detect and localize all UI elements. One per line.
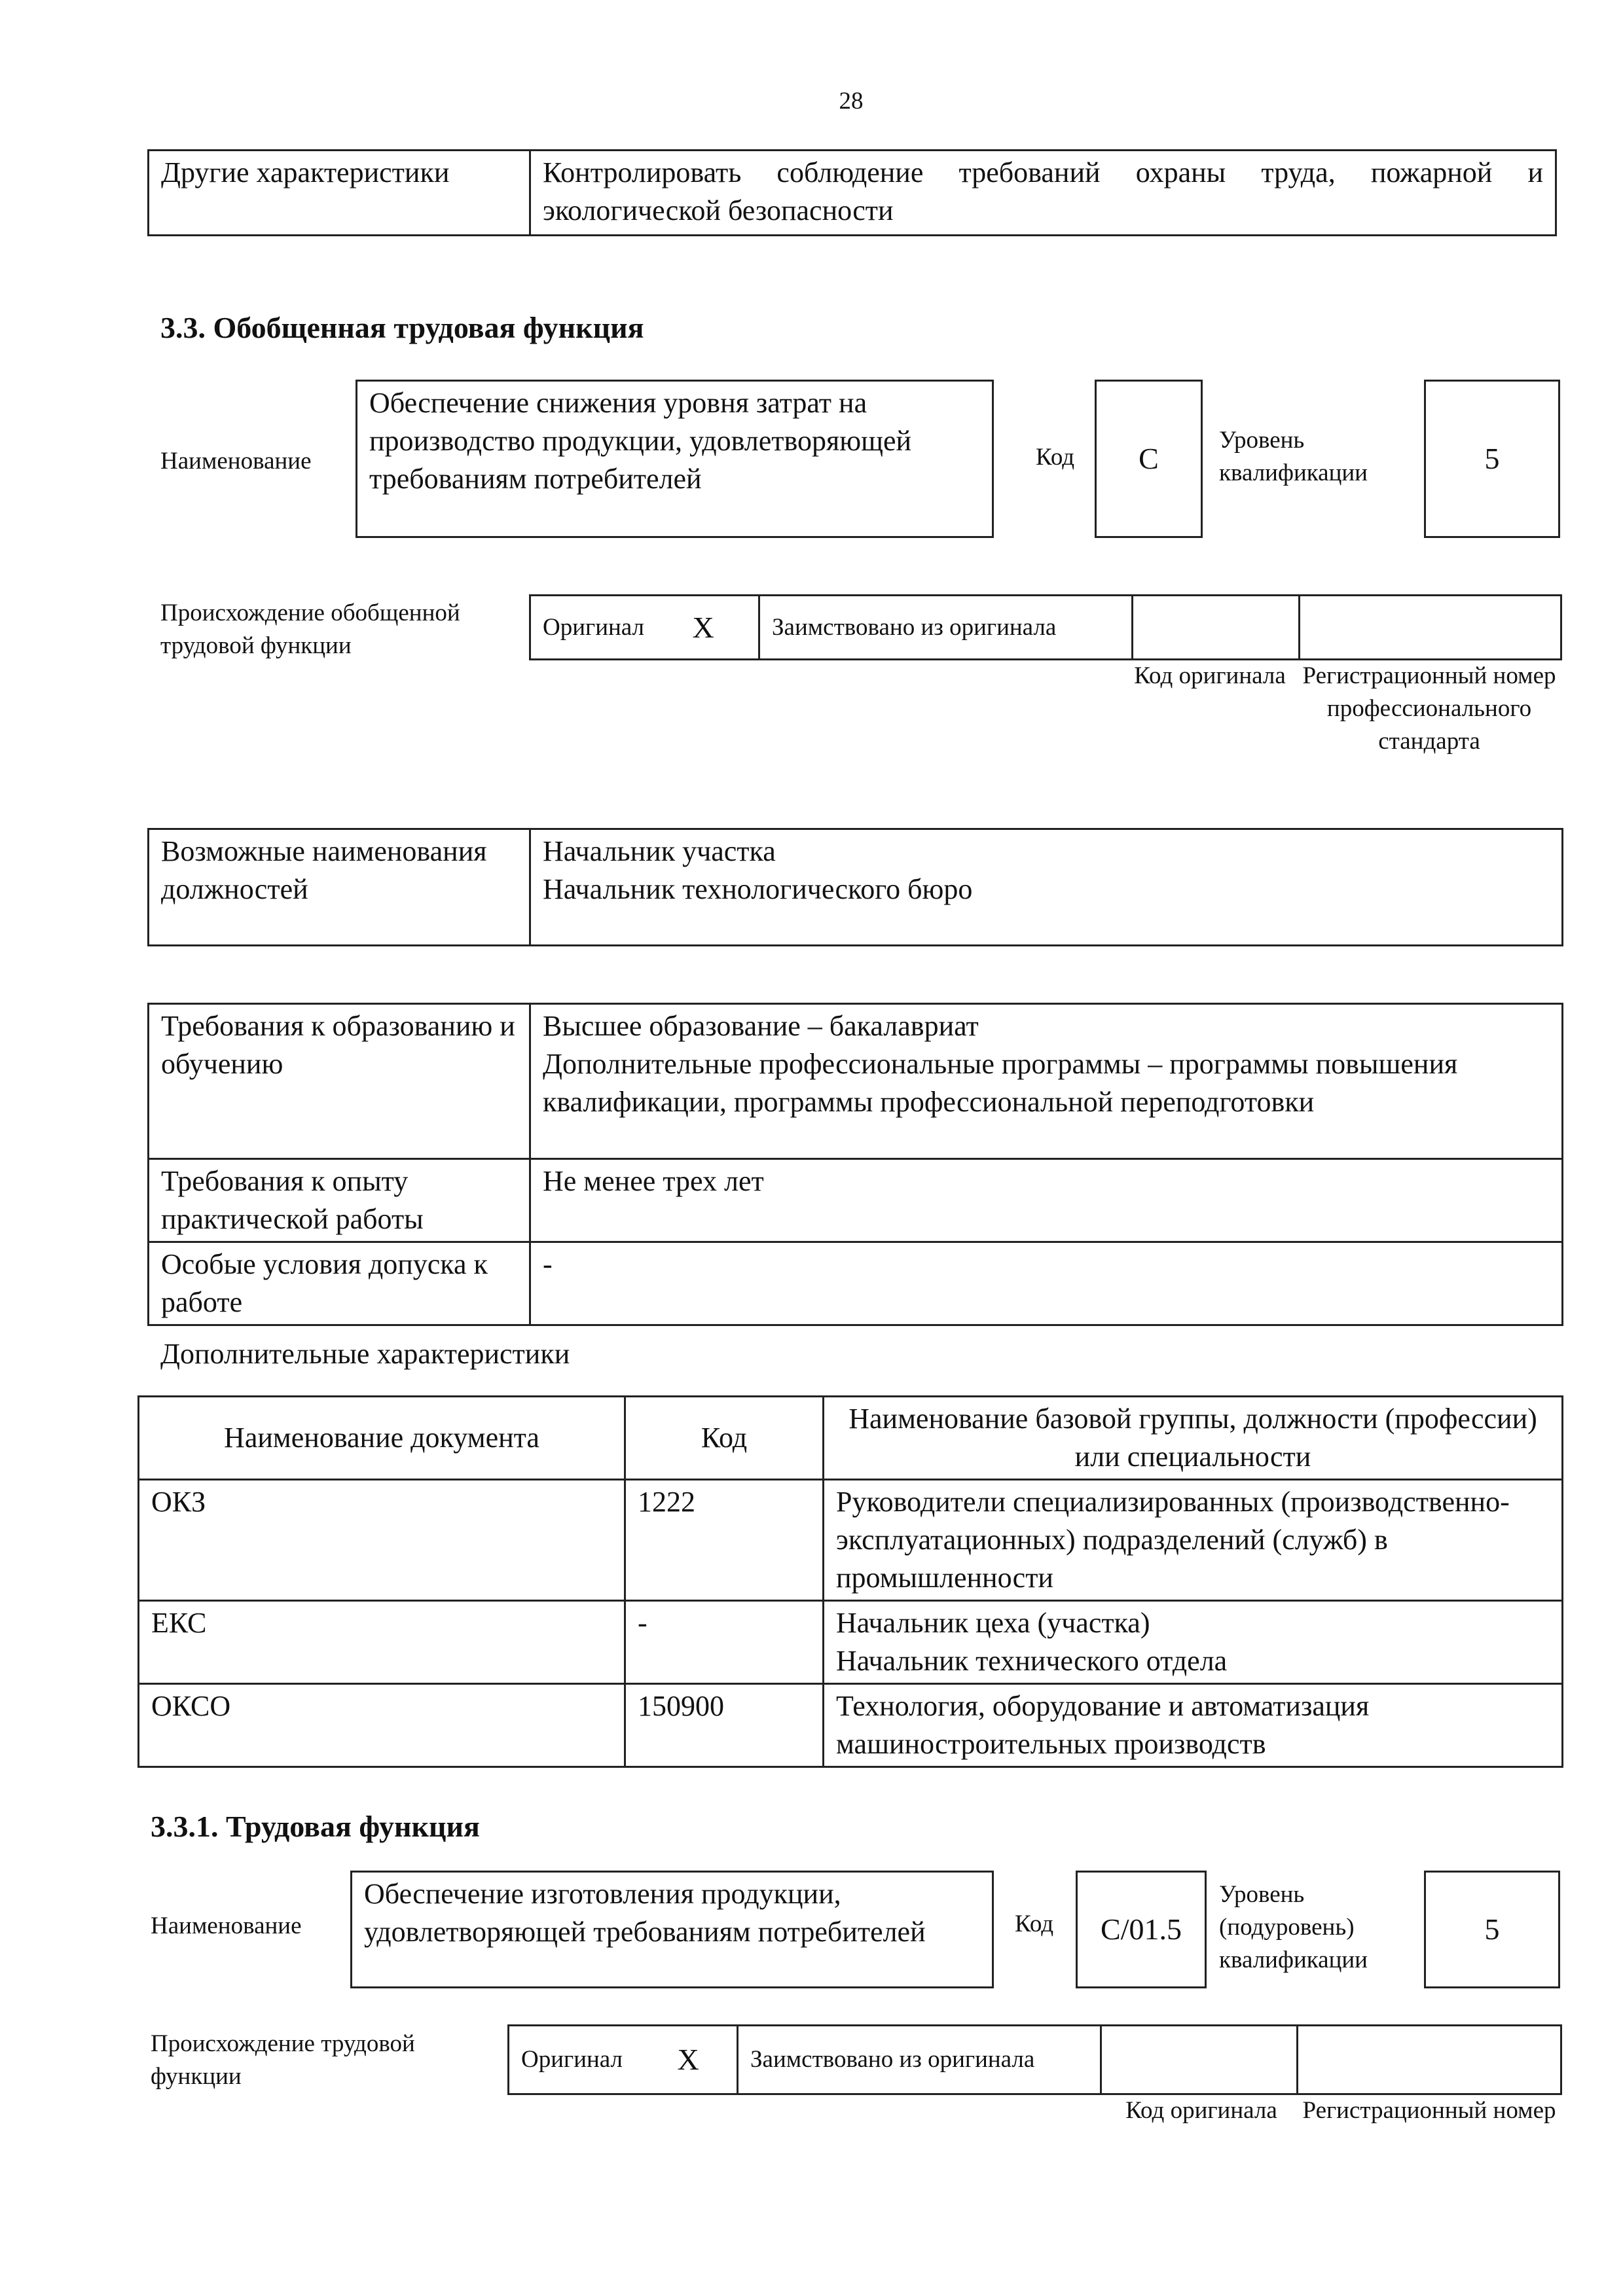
s33-name-value: Обеспечение снижения уровня затрат на производство продукции, удовлетворяющей требованиям потребителей: [369, 387, 912, 495]
s33-code-box: [1095, 380, 1203, 538]
s331-code-orig-caption: Код оригинала: [1125, 2097, 1277, 2124]
s331-origin-label: Происхождение трудовой функции: [151, 2030, 415, 2090]
s331-name-label: Наименование: [151, 1912, 302, 1939]
s331-origin-table: [507, 2024, 1562, 2095]
page-number: 28: [839, 88, 864, 115]
table-row-doc: ОКСО: [139, 1684, 625, 1767]
table-row-doc: ЕКС: [139, 1601, 625, 1684]
s33-reg-caption: Регистрационный номер профессионального стандарта: [1302, 662, 1556, 755]
s33-level-value: 5: [1484, 442, 1500, 475]
s331-code-value: C/01.5: [1101, 1912, 1182, 1946]
s331-code-orig-cell: [1101, 2026, 1298, 2094]
table-row-name: Руководители специализированных (производственно-эксплуатационных) подразделений (служб) в промышленности: [824, 1480, 1563, 1601]
other-characteristics-table: [147, 149, 1557, 236]
s331-name-value: Обеспечение изготовления продукции, удовлетворяющей требованиям потребителей: [364, 1878, 926, 1948]
s331-reg-caption: Регистрационный номер: [1302, 2097, 1556, 2124]
s331-level-label: Уровень (подуровень) квалификации: [1219, 1881, 1368, 1973]
additional-header-name: Наименование базовой группы, должности (профессии) или специальности: [824, 1397, 1563, 1480]
s33-code-orig-caption: Код оригинала: [1134, 662, 1286, 689]
table-row-name: Технология, оборудование и автоматизация машиностроительных производств: [824, 1684, 1563, 1767]
req-access-label: Особые условия допуска к работе: [149, 1242, 530, 1325]
additional-heading: Дополнительные характеристики: [160, 1338, 570, 1370]
req-education-line: Высшее образование – бакалавриат: [543, 1010, 979, 1042]
section-3-3-1-heading: 3.3.1. Трудовая функция: [151, 1810, 480, 1843]
positions-label: Возможные наименования должностей: [149, 829, 530, 946]
table-row-code: 1222: [625, 1480, 824, 1601]
table-row-doc: ОКЗ: [139, 1480, 625, 1601]
table-row-code: -: [625, 1601, 824, 1684]
s33-name-label: Наименование: [160, 448, 312, 475]
s33-name-box: [356, 380, 994, 538]
additional-table: [137, 1395, 1563, 1768]
s331-level-value: 5: [1484, 1912, 1500, 1946]
s331-level-box: [1424, 1871, 1560, 1988]
s33-original-mark: X: [681, 596, 759, 660]
s33-code-label: Код: [1036, 444, 1075, 471]
req-experience-value: Не менее трех лет: [530, 1159, 1563, 1242]
s331-name-box: [350, 1871, 994, 1988]
positions-value: [530, 829, 1563, 946]
requirements-table: [147, 1003, 1563, 1326]
position-item: Начальник технологического бюро: [543, 873, 973, 905]
other-characteristics-value: Контролировать соблюдение требований охраны труда, пожарной и экологической безопасности: [530, 151, 1556, 236]
s331-original-label: Оригинал: [509, 2026, 666, 2094]
req-education-label: Требования к образованию и обучению: [149, 1004, 530, 1159]
req-education-line: Дополнительные профессиональные программы – программы повышения квалификации, программы профессиональной переподготовки: [543, 1048, 1458, 1118]
s331-original-mark: X: [666, 2026, 738, 2094]
s33-code-value: C: [1139, 442, 1159, 475]
s331-reg-cell: [1298, 2026, 1561, 2094]
s33-borrowed-label: Заимствовано из оригинала: [759, 596, 1133, 660]
s331-borrowed-label: Заимствовано из оригинала: [738, 2026, 1101, 2094]
req-experience-label: Требования к опыту практической работы: [149, 1159, 530, 1242]
req-education-value: [530, 1004, 1563, 1159]
other-characteristics-label: Другие характеристики: [149, 151, 530, 236]
s331-code-label: Код: [1015, 1910, 1054, 1937]
s33-origin-label: Происхождение обобщенной трудовой функции: [160, 600, 460, 659]
s33-level-label: Уровень квалификации: [1219, 427, 1368, 486]
s33-code-orig-cell: [1133, 596, 1300, 660]
s33-original-label: Оригинал: [530, 596, 681, 660]
s33-reg-cell: [1300, 596, 1561, 660]
table-row-name: Начальник цеха (участка) Начальник технического отдела: [824, 1601, 1563, 1684]
position-item: Начальник участка: [543, 835, 776, 867]
positions-table: [147, 828, 1563, 946]
req-access-value: -: [530, 1242, 1563, 1325]
section-3-3-heading: 3.3. Обобщенная трудовая функция: [160, 311, 644, 344]
additional-header-doc: Наименование документа: [139, 1397, 625, 1480]
s331-code-box: [1076, 1871, 1207, 1988]
table-row-code: 150900: [625, 1684, 824, 1767]
s33-level-box: [1424, 380, 1560, 538]
additional-header-code: Код: [625, 1397, 824, 1480]
s33-origin-table: [529, 594, 1562, 660]
